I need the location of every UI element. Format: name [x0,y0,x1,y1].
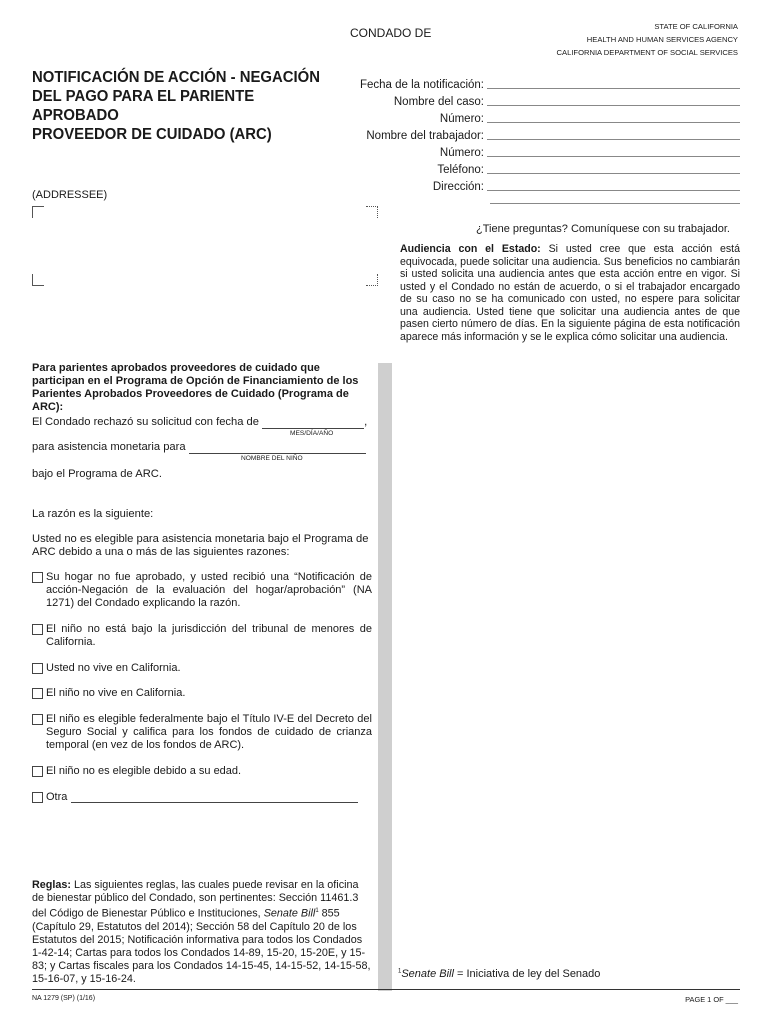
footnote [398,968,600,980]
reason-intro: La razón es la siguiente: [32,508,154,520]
field-phone [350,159,740,176]
field-label: Nombre del caso: [393,96,484,108]
field-label: Nombre del trabajador: [366,130,484,142]
reason-checkbox[interactable] [32,663,43,674]
reason-checkbox[interactable] [32,714,43,725]
reason-item-child-not-resident [32,687,372,700]
reason-item-age [32,765,372,778]
hearing-heading: Audiencia con el Estado: [400,243,541,255]
child-name-sublabel: NOMBRE DEL NIÑO [241,455,303,462]
field-label: Número: [439,113,484,125]
questions-contact-text: ¿Tiene preguntas? Comuníquese con su trabajador. [476,223,730,235]
reason-checkbox[interactable] [32,792,43,803]
footer-divider [32,989,740,990]
field-label: Número: [439,147,484,159]
page-title [32,68,320,144]
addressee-label: (ADDRESSEE) [32,189,108,201]
reason-checkbox[interactable] [32,572,43,583]
notice-date-line[interactable] [487,77,740,89]
reason-text: El niño no está bajo la jurisdicción del tribunal de menores de California. [46,623,372,648]
phone-line[interactable] [487,162,740,174]
field-label: Fecha de la notificación: [359,79,484,91]
field-address [350,176,740,193]
under-program-text: bajo el Programa de ARC. [32,468,162,480]
request-date-field[interactable] [262,417,364,429]
rules-paragraph [32,879,372,986]
agency-block [557,20,738,59]
agency-line-cdss: CALIFORNIA DEPARTMENT OF SOCIAL SERVICES [556,48,738,57]
hearing-text: Si usted cree que esta acción está equivocada, puede solicitar una audiencia. Sus beneficios no cambiarán si usted solicita una audiencia antes que esta acción entre en vigor. Si usted y el Condado no están de acuerdo, o si el trabajador encargado de su caso no se ha comunicado con usted, no espere para solicitar una audiencia. Usted tiene que solicitar una audiencia antes de que pasen cierto número de días. En la siguiente página de esta notificación aparece más información y se le explica cómo solicitar una audiencia. [400,243,740,343]
title-line-3: PROVEEDOR DE CUIDADO (ARC) [32,126,272,143]
reason-text: El niño no vive en California. [46,687,186,699]
rules-text-1: Las siguientes reglas, las cuales puede revisar en la oficina de bienestar público del Condado, son pertinentes: Sección 11461.3 del Código de Bienestar Público e Instituciones, [32,879,359,920]
other-reason-field[interactable] [71,791,358,803]
case-name-line[interactable] [487,94,740,106]
child-name-field[interactable] [189,442,366,454]
address-window-corner [32,274,44,286]
title-line-2: DEL PAGO PARA EL PARIENTE APROBADO [32,88,255,124]
assistance-line [32,441,372,454]
worker-number-line[interactable] [487,145,740,157]
address-window-corner [32,206,44,218]
agency-line-state: STATE OF CALIFORNIA [654,22,738,31]
address-window-corner [366,206,378,218]
field-worker-name [350,125,740,142]
address-line[interactable] [487,179,740,191]
other-label: Otra [46,791,68,803]
case-number-line[interactable] [487,111,740,123]
form-id: NA 1279 (SP) (1/16) [32,995,96,1002]
field-worker-number [350,142,740,159]
notice-fields [350,74,740,193]
reason-item-other [32,791,372,804]
reason-item-home-not-approved [32,571,372,610]
assistance-prefix: para asistencia monetaria para [32,441,186,453]
program-heading: Para parientes aprobados proveedores de cuidado que participan en el Programa de Opción de Financiamiento de los Parientes Aprobados Proveedores de Cuidado (Programa de ARC): [32,362,359,413]
address-line-2[interactable] [490,203,740,204]
field-label: Dirección: [432,181,484,193]
reason-text: El niño es elegible federalmente bajo el Título IV-E del Decreto del Seguro Social y califica para los fondos de cuidado de crianza temporal (en vez de los fondos de ARC). [46,713,372,751]
county-label: CONDADO DE [350,26,432,40]
rules-heading: Reglas: [32,879,72,891]
title-line-1: NOTIFICACIÓN DE ACCIÓN - NEGACIÓN [32,69,320,86]
date-sublabel: MES/DÍA/AÑO [290,430,334,437]
reason-text: Usted no vive en California. [46,662,181,674]
rejected-line [32,416,372,429]
reason-checkbox[interactable] [32,766,43,777]
page-number: PAGE 1 OF ___ [685,995,738,1004]
footnote-mark: 1 [315,908,319,914]
column-divider-bar [378,363,392,991]
state-hearing-paragraph [400,243,740,343]
reason-item-jurisdiction [32,623,372,649]
footnote-number: 1 [398,968,402,975]
field-label: Teléfono: [437,164,484,176]
field-notice-date [350,74,740,91]
agency-line-hhs: HEALTH AND HUMAN SERVICES AGENCY [586,35,738,44]
field-case-name [350,91,740,108]
rejected-suffix: , [364,416,368,428]
worker-name-line[interactable] [487,128,740,140]
reason-item-federal-eligible [32,713,372,752]
reason-item-not-resident [32,662,372,675]
footnote-definition: = Iniciativa de ley del Senado [457,968,601,980]
reason-text: Su hogar no fue aprobado, y usted recibió una “Notificación de acción-Negación de la evaluación del hogar/aprobación” (NA 1271) del Condado explicando la razón. [46,571,372,609]
reason-text: El niño no es elegible debido a su edad. [46,765,242,777]
reason-checkbox[interactable] [32,688,43,699]
footnote-term: Senate Bill [401,968,454,980]
rules-text-2: 855 (Capítulo 29, Estatutos del 2014); Sección 58 del Capítulo 20 de los Estatutos del 2015; Notificación informativa para todos los Condados 1-42-14; Cartas para todos los Condados 14-89, 15-20, 15-20E, y 15-83; y Cartas fiscales para los Condados 14-15-45, 14-15-52, 14-15-58, 15-16-07, y 15-16-24. [32,907,371,985]
reason-checkbox[interactable] [32,624,43,635]
field-case-number [350,108,740,125]
ineligible-text: Usted no es elegible para asistencia monetaria bajo el Programa de ARC debido a una o más de las siguientes razones: [32,533,369,558]
senate-bill-term: Senate Bill [263,907,316,920]
address-window-corner [366,274,378,286]
rejected-prefix: El Condado rechazó su solicitud con fecha de [32,416,260,428]
